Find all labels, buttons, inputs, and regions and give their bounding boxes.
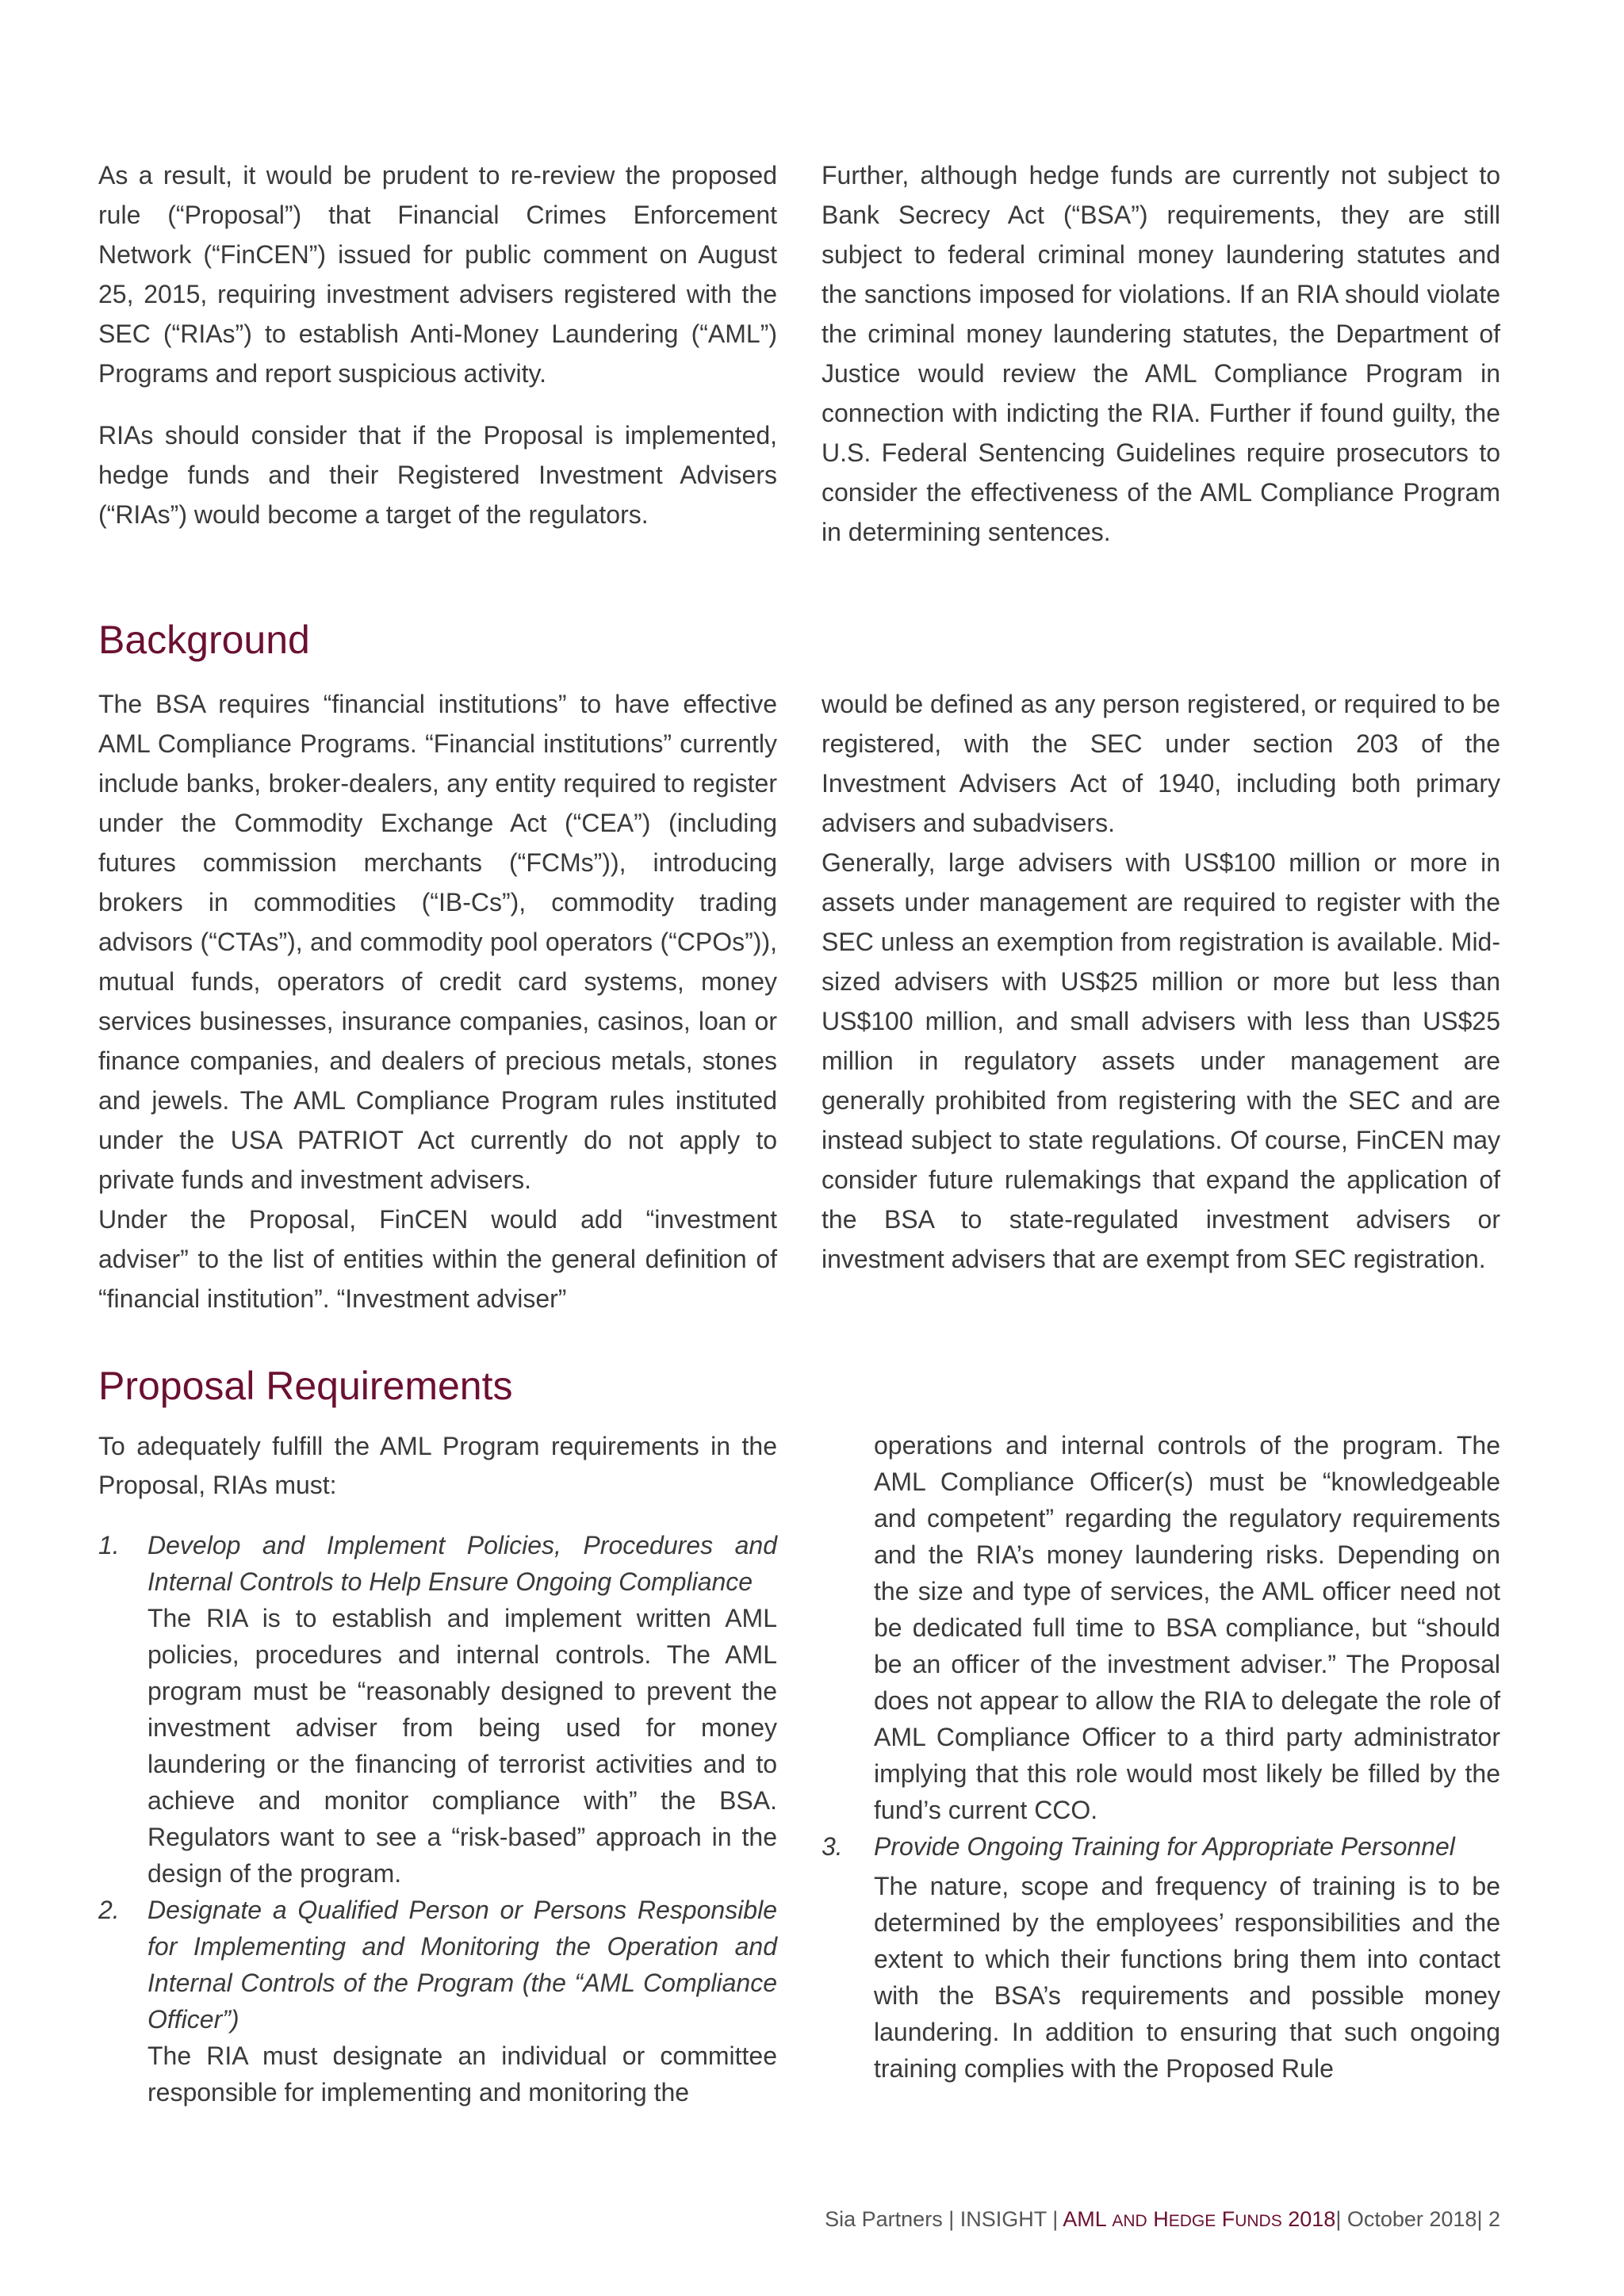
proposal-heading: Proposal Requirements — [98, 1364, 513, 1408]
item-number: 1. — [98, 1531, 120, 1559]
item-2-continuation: operations and internal controls of the program. The AML Compliance Officer(s) must be “knowledgeable and competent” regarding the regulatory requirements and the RIA’s money laundering risks. Depending on the size and type of services, the AML officer need not be dedicated full time to BSA compliance, but “should be an officer of the investment adviser.” The Proposal does not appear to allow the RIA to delegate the role of AML Compliance Officer to a third party administrator implying that this role would most likely be filled by the fund’s current CCO. — [874, 1431, 1500, 1824]
proposal-right-column — [822, 1427, 1500, 2087]
page-number: 2 — [1488, 2207, 1500, 2231]
page-footer: Sia Partners | INSIGHT | AML AND HEDGE FUNDS 2018| October 2018| 2 — [825, 2207, 1500, 2231]
footer-company: Sia Partners — [825, 2207, 943, 2231]
item-body: The RIA is to establish and implement written AML policies, procedures and internal controls. The AML program must be “reasonably designed to prevent the investment adviser from being used for money laundering or the financing of terrorist activities and to achieve and monitor compliance with” the BSA. Regulators want to see a “risk-based” approach in the design of the program. — [147, 1604, 777, 1888]
background-paragraph-1: The BSA requires “financial institutions” to have effective AML Compliance Programs. “Financial institutions” currently include banks, broker-dealers, any entity required to register under the Commodity Exchange Act (“CEA”) (including futures commission merchants (“FCMs”)), introducing brokers in commodities (“IB-Cs”), commodity trading advisors (“CTAs”), and commodity pool operators (“CPOs”)), mutual funds, operators of credit card systems, money services businesses, insurance companies, casinos, loan or finance companies, and dealers of precious metals, stones and jewels. The AML Compliance Program rules instituted under the USA PATRIOT Act currently do not apply to private funds and investment advisers. — [98, 690, 777, 1194]
item-title: Provide Ongoing Training for Appropriate Personnel — [874, 1832, 1455, 1861]
list-item — [98, 1892, 777, 2110]
requirements-list-continued — [822, 1828, 1500, 2087]
footer-date: October 2018 — [1346, 2207, 1477, 2231]
background-paragraph-2: Under the Proposal, FinCEN would add “investment adviser” to the list of entities within the general definition of “financial institution”. “Investment adviser” — [98, 1205, 777, 1313]
background-paragraph-4: Generally, large advisers with US$100 million or more in assets under management are required to register with the SEC unless an exemption from registration is available. Mid-sized advisers with US$25 million or more but less than US$100 million, and small advisers with less than US$25 million in regulatory assets under management are generally prohibited from registering with the SEC and are instead subject to state regulations. Of course, FinCEN may consider future rulemakings that expand the application of the BSA to state-regulated investment advisers or investment advisers that are exempt from SEC registration. — [822, 848, 1500, 1273]
item-number: 3. — [822, 1832, 843, 1861]
item-body: The RIA must designate an individual or committee responsible for implementing and monitoring the — [147, 2042, 777, 2107]
intro-paragraph-2: RIAs should consider that if the Proposal is implemented, hedge funds and their Registered Investment Advisers (“RIAs”) would become a target of the regulators. — [98, 421, 777, 529]
footer-section: INSIGHT — [959, 2207, 1047, 2231]
proposal-left-column — [98, 1427, 777, 2110]
background-right-column — [822, 684, 1500, 1279]
top-right-column — [822, 155, 1500, 552]
list-item — [822, 1828, 1500, 2087]
top-left-column — [98, 155, 777, 534]
requirements-list — [98, 1527, 777, 2110]
background-heading: Background — [98, 618, 310, 662]
bsa-paragraph: Further, although hedge funds are currently not subject to Bank Secrecy Act (“BSA”) requirements, they are still subject to federal criminal money laundering statutes and the sanctions imposed for violations. If an RIA should violate the criminal money laundering statutes, the Department of Justice would review the AML Compliance Program in connection with indicting the RIA. Further if found guilty, the U.S. Federal Sentencing Guidelines require prosecutors to consider the effectiveness of the AML Compliance Program in determining sentences. — [822, 161, 1500, 546]
item-number: 2. — [98, 1896, 120, 1924]
background-paragraph-3: would be defined as any person registered, or required to be registered, with the SEC under section 203 of the Investment Advisers Act of 1940, including both primary advisers and subadvisers. — [822, 690, 1500, 837]
intro-paragraph-1: As a result, it would be prudent to re-review the proposed rule (“Proposal”) that Financial Crimes Enforcement Network (“FinCEN”) issued for public comment on August 25, 2015, requiring investment advisers registered with the SEC (“RIAs”) to establish Anti-Money Laundering (“AML”) Programs and report suspicious activity. — [98, 161, 777, 388]
proposal-intro: To adequately fulfill the AML Program requirements in the Proposal, RIAs must: — [98, 1432, 777, 1499]
item-title: Designate a Qualified Person or Persons Responsible for Implementing and Monitoring the Operation and Internal Controls of the Program (the “AML Compliance Officer”) — [147, 1896, 777, 2034]
item-body: The nature, scope and frequency of training is to be determined by the employees’ responsibilities and the extent to which their functions bring them into contact with the BSA’s requirements and possible money laundering. In addition to ensuring that such ongoing training complies with the Proposed Rule — [874, 1872, 1500, 2083]
background-left-column — [98, 684, 777, 1318]
list-item — [98, 1527, 777, 1892]
item-title: Develop and Implement Policies, Procedures and Internal Controls to Help Ensure Ongoing Compliance — [147, 1531, 777, 1596]
footer-publication-title: AML AND HEDGE FUNDS 2018 — [1063, 2207, 1336, 2231]
